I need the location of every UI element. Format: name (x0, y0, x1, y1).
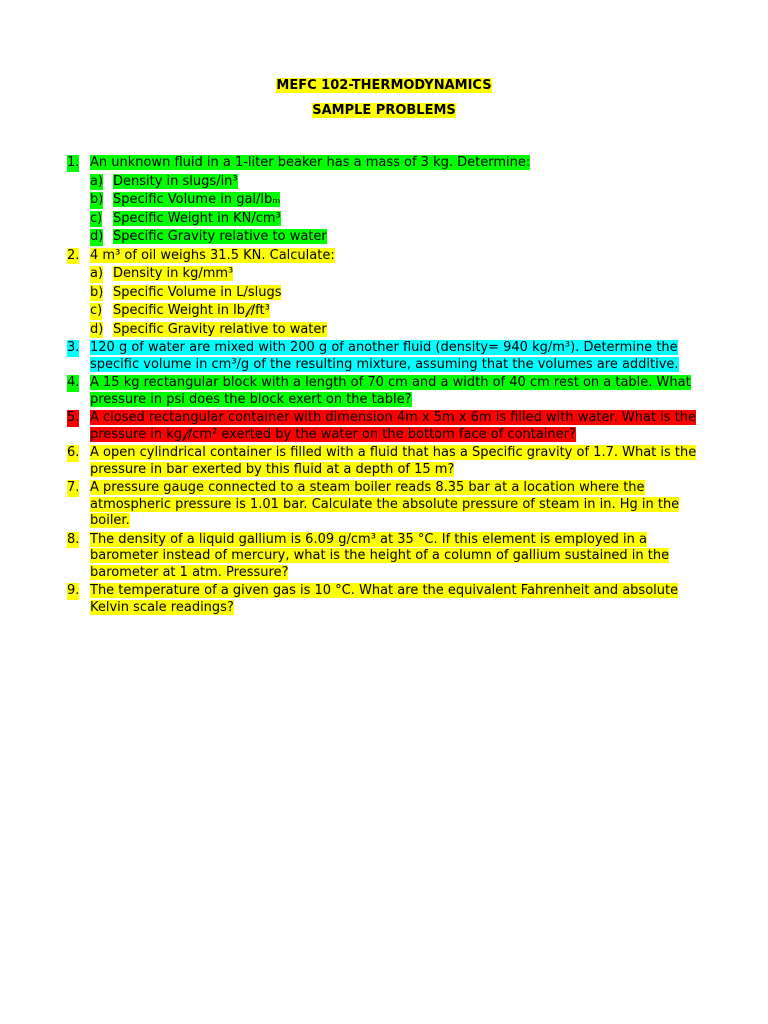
problem-number: 2. (67, 247, 80, 263)
problem-text: An unknown fluid in a 1-liter beaker has a mass of 3 kg. Determine: (90, 155, 531, 170)
problem-item (67, 375, 717, 408)
part-letter: c) (90, 303, 103, 318)
problem-item (67, 340, 717, 373)
part-text: Specific Volume in L/slugs (113, 284, 282, 300)
problem-number: 3. (67, 340, 80, 355)
part-letter: d) (90, 229, 104, 244)
part-text: Specific Volume in gal/lbₘ (113, 192, 281, 207)
document-title: MEFC 102-THERMODYNAMICS (276, 78, 492, 93)
part-text: Specific Gravity relative to water (113, 229, 327, 244)
document-subtitle: SAMPLE PROBLEMS (312, 103, 456, 118)
part-text: Density in slugs/in³ (113, 173, 238, 189)
problem-item (67, 248, 717, 265)
problem-text: The temperature of a given gas is 10 °C. What are the equivalent Fahrenheit and absolute Kelvin scale readings? (90, 583, 679, 615)
part-letter: b) (90, 284, 104, 300)
part-letter: d) (90, 321, 104, 337)
problem-text: 120 g of water are mixed with 200 g of another fluid (density= 940 kg/m³). Determine the specific volume in cm³/g of the resulting mixture, assuming that the volumes are additive. (90, 340, 679, 372)
part-text: Density in kg/mm³ (113, 266, 234, 281)
part-text: Specific Weight in lb𝒻/ft³ (113, 303, 270, 318)
problem-part (90, 192, 717, 209)
problem-part (90, 229, 717, 246)
problem-text: 4 m³ of oil weighs 31.5 KN. Calculate: (90, 247, 335, 263)
problem-text: A pressure gauge connected to a steam boiler reads 8.35 bar at a location where the atmospheric pressure is 1.01 bar. Calculate the absolute pressure of steam in in. Hg in the boiler. (90, 480, 680, 528)
problem-part (90, 174, 717, 191)
problem-part (90, 322, 717, 339)
problem-number: 9. (67, 583, 80, 598)
problem-part (90, 211, 717, 228)
problem-item (67, 532, 717, 582)
problem-part (90, 285, 717, 302)
problem-number: 1. (67, 155, 80, 170)
problem-part (90, 266, 717, 283)
problem-item (67, 583, 717, 616)
part-letter: b) (90, 192, 104, 207)
part-letter: a) (90, 173, 104, 189)
problem-number: 7. (67, 480, 80, 495)
problem-item (67, 480, 717, 530)
problem-number: 4. (67, 375, 80, 390)
problem-text: The density of a liquid gallium is 6.09 g/cm³ at 35 °C. If this element is employed in a barometer instead of mercury, what is the height of a column of gallium sustained in the barometer at 1 atm. Pressure? (90, 531, 670, 580)
problem-number: 8. (67, 531, 80, 547)
problem-item (67, 410, 717, 443)
part-text: Specific Gravity relative to water (113, 321, 327, 337)
part-letter: a) (90, 266, 104, 281)
problem-item (67, 155, 717, 172)
problem-list (67, 155, 717, 616)
problem-number: 6. (67, 445, 80, 460)
part-letter: c) (90, 210, 103, 226)
problem-text: A open cylindrical container is filled with a fluid that has a Specific gravity of 1.7. What is the pressure in bar exerted by this fluid at a depth of 15 m? (90, 445, 697, 477)
problem-part (90, 303, 717, 320)
problem-text: A 15 kg rectangular block with a length of 70 cm and a width of 40 cm rest on a table. What pressure in psi does the block exert on the table? (90, 375, 691, 407)
problem-number: 5. (67, 410, 80, 425)
part-text: Specific Weight in KN/cm³ (113, 210, 281, 226)
problem-text: A closed rectangular container with dimension 4m x 5m x 6m is filled with water. What is the pressure in kg𝒻/cm² exerted by the water on the bottom face of container? (90, 410, 696, 442)
problem-item (67, 445, 717, 478)
